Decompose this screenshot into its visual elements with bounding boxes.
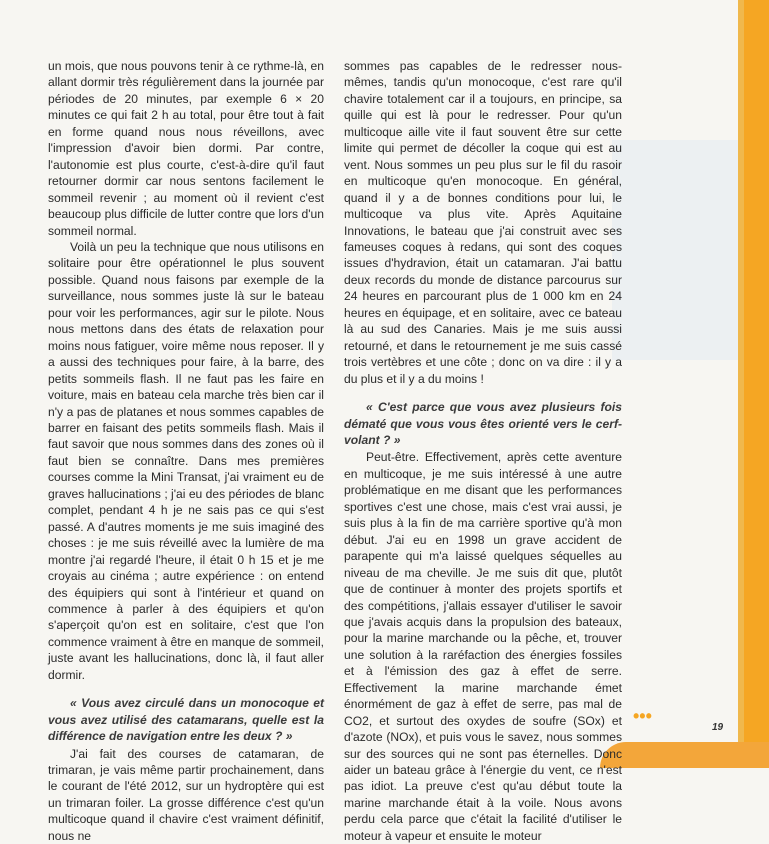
- left-paragraph-2: Voilà un peu la technique que nous utilisons en solitaire pour être opérationnel le plus souvent possible. Quand nous faisons par exemple de la surveillance, nous sommes juste là sur le bateau pour voir les performances, agir sur le pilote. Nous nous mettons dans des états de relaxation pour moins nous fatiguer, voire même nous reposer. Il y a aussi des techniques pour faire, à la barre, des petits sommeils flash. Il ne faut pas les faire en voiture, mais en bateau cela marche très bien car il n'y a pas de platanes et nous sommes capables de barrer en faisant des petits sommeils flash. Mais il faut savoir que nous sommes dans des zones où il faut bien se connaître. Dans mes premières courses comme la Mini Transat, j'ai vraiment eu de graves hallucinations ; j'ai eu des périodes de blanc complet, pendant 4 h je ne sais pas ce qui s'est passé. A d'autres moments je me suis imaginé des choses : je me suis réveillé avec la lumière de ma montre j'ai regardé l'heure, il était 0 h 15 et je me croyais au cinéma ; autre expérience : on entend des équipiers qui sont à l'intérieur et quand on commence à parler à des équipiers et qu'on s'aperçoit qu'on est en solitaire, c'est que l'on commence vraiment à être en manque de sommeil, juste avant les hallucinations, donc là, il faut aller dormir.: [48, 239, 324, 682]
- continuation-dots: •••: [633, 706, 652, 726]
- right-question-1: « C'est parce que vous avez plusieurs fois dématé que vous vous êtes orienté vers le cerf-volant ? »: [344, 400, 622, 447]
- orange-bottom-strip: [600, 742, 769, 768]
- left-paragraph-1: un mois, que nous pouvons tenir à ce rythme-là, en allant dormir très régulièrement dans la journée par périodes de 20 minutes, par exemple 6 × 20 minutes ce qui fait 2 h au total, pour être tout à fait en forme quand nous nous réveillons, avec l'impression d'avoir bien dormi. Par contre, l'autonomie est plus courte, c'est-à-dire qu'il faut retourner dormir car nous sentons facilement le sommeil revenir ; au moment où il revient c'est beaucoup plus difficile de lutter contre que lors d'un sommeil normal.: [48, 59, 324, 238]
- background-bleed-panel: [612, 140, 738, 360]
- left-paragraph-3: J'ai fait des courses de catamaran, de trimaran, je vais même partir prochainement, dans le courant de l'été 2012, sur un hydroptère qui est un trimaran foiler. La grosse différence c'est qu'un multicoque quand il chavire c'est vraiment définitif, nous ne: [48, 746, 324, 843]
- page-number: 19: [712, 722, 724, 733]
- left-question-1: « Vous avez circulé dans un monocoque et vous avez utilisé des catamarans, quelle est la différence de navigation entre les deux ? »: [48, 696, 324, 744]
- orange-edge-bar: [738, 0, 769, 768]
- right-column: [344, 58, 622, 844]
- right-paragraph-1: sommes pas capables de le redresser nous-mêmes, tandis qu'un monocoque, c'est rare qu'il chavire totalement car il a toujours, en principe, sa quille qui est là pour le redresser. Pour qu'un multicoque aille vite il faut souvent être sur cette limite qui permet de décoller la coque qui est au vent. Nous sommes un peu plus sur le fil du rasoir en multicoque qu'en monocoque. En général, quand il y a de bonnes conditions pour lui, le multicoque va plus vite. Après Aquitaine Innovations, le bateau que j'ai construit avec ses fameuses coques à redans, qui sont des coques issues d'hydravion, était un catamaran. J'ai battu deux records du monde de distance parcourus sur 24 heures en parcourant plus de 1 000 km en 24 heures en équipage, et en solitaire, avec ce bateau là au sud des Canaries. Mais je me suis aussi retourné, et dans le retournement je me suis cassé trois vertèbres et une côte ; donc on va dire : il y a du plus et il y a du moins !: [344, 59, 622, 386]
- right-paragraph-2: Peut-être. Effectivement, après cette aventure en multicoque, je me suis intéressé à une autre problématique en me disant que les performances sportives c'est une chose, mais c'est vrai aussi, je suis plus à la fin de ma carrière sportive qu'à mon début. J'ai eu en 1998 un grave accident de parapente qui m'a laissé quelques séquelles au niveau de ma cheville. Je me suis dit que, plutôt que de continuer à monter des projets sportifs et des compétitions, j'allais essayer d'utiliser le savoir que j'avais acquis dans la propulsion des bateaux, pour la marine marchande ou la pêche, et, trouver une solution à la raréfaction des énergies fossiles et à l'émission des gaz à effet de serre. Effectivement la marine marchande émet énormément de gaz à effet de serre, pas mal de CO2, et surtout des oxydes de soufre (SOx) et d'azote (NOx), et puis vous le savez, nous sommes sur des sources qui ne sont pas éternelles. Donc aider un bateau grâce à l'énergie du vent, ce n'est pas idiot. La preuve c'est qu'au début toute la marine marchande était à la voile. Nous avons perdu cela parce que c'était la facilité d'utiliser le moteur à vapeur et ensuite le moteur: [344, 450, 622, 843]
- left-column: [48, 58, 324, 844]
